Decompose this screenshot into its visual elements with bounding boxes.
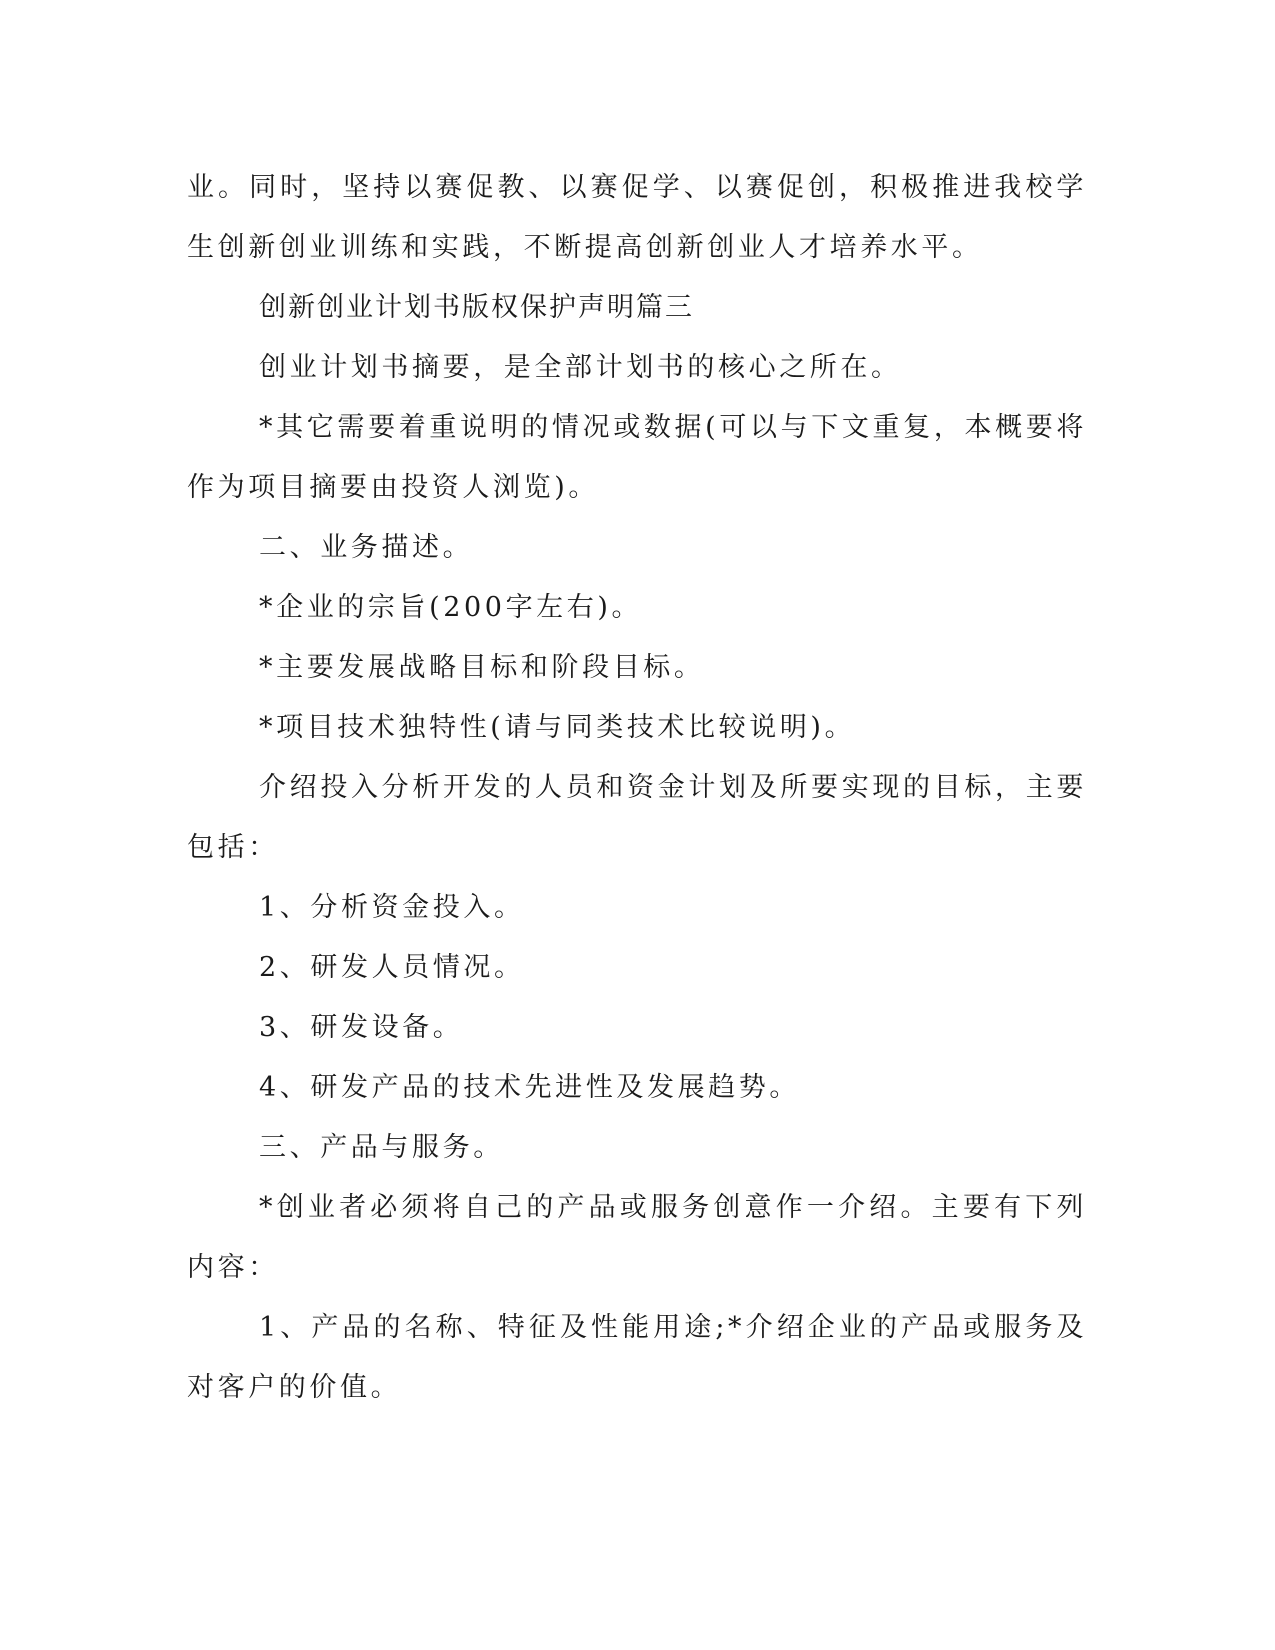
- paragraph: *其它需要着重说明的情况或数据(可以与下文重复，本概要将作为项目摘要由投资人浏览)。: [187, 412, 1087, 503]
- document-body: [187, 158, 1087, 1418]
- list-item: 3、研发设备。: [259, 1012, 464, 1043]
- list-item: *主要发展战略目标和阶段目标。: [259, 652, 705, 683]
- list-item: 2、研发人员情况。: [259, 952, 525, 983]
- paragraph: 介绍投入分析开发的人员和资金计划及所要实现的目标，主要包括：: [187, 772, 1087, 863]
- paragraph-continuation: 业。同时，坚持以赛促教、以赛促学、以赛促创，积极推进我校学生创新创业训练和实践，不断提高创新创业人才培养水平。: [187, 172, 1087, 263]
- paragraph: 创业计划书摘要，是全部计划书的核心之所在。: [259, 352, 902, 383]
- subsection-heading: 三、产品与服务。: [259, 1132, 504, 1163]
- list-item: *企业的宗旨(200字左右)。: [259, 592, 643, 623]
- list-item: 1、产品的名称、特征及性能用途;*介绍企业的产品或服务及对客户的价值。: [187, 1312, 1087, 1403]
- list-item: *项目技术独特性(请与同类技术比较说明)。: [259, 712, 856, 743]
- list-item: 1、分析资金投入。: [259, 892, 525, 923]
- list-item: 4、研发产品的技术先进性及发展趋势。: [259, 1072, 800, 1103]
- subsection-heading: 二、业务描述。: [259, 532, 474, 563]
- section-heading: 创新创业计划书版权保护声明篇三: [259, 292, 694, 323]
- paragraph: *创业者必须将自己的产品或服务创意作一介绍。主要有下列内容：: [187, 1192, 1087, 1283]
